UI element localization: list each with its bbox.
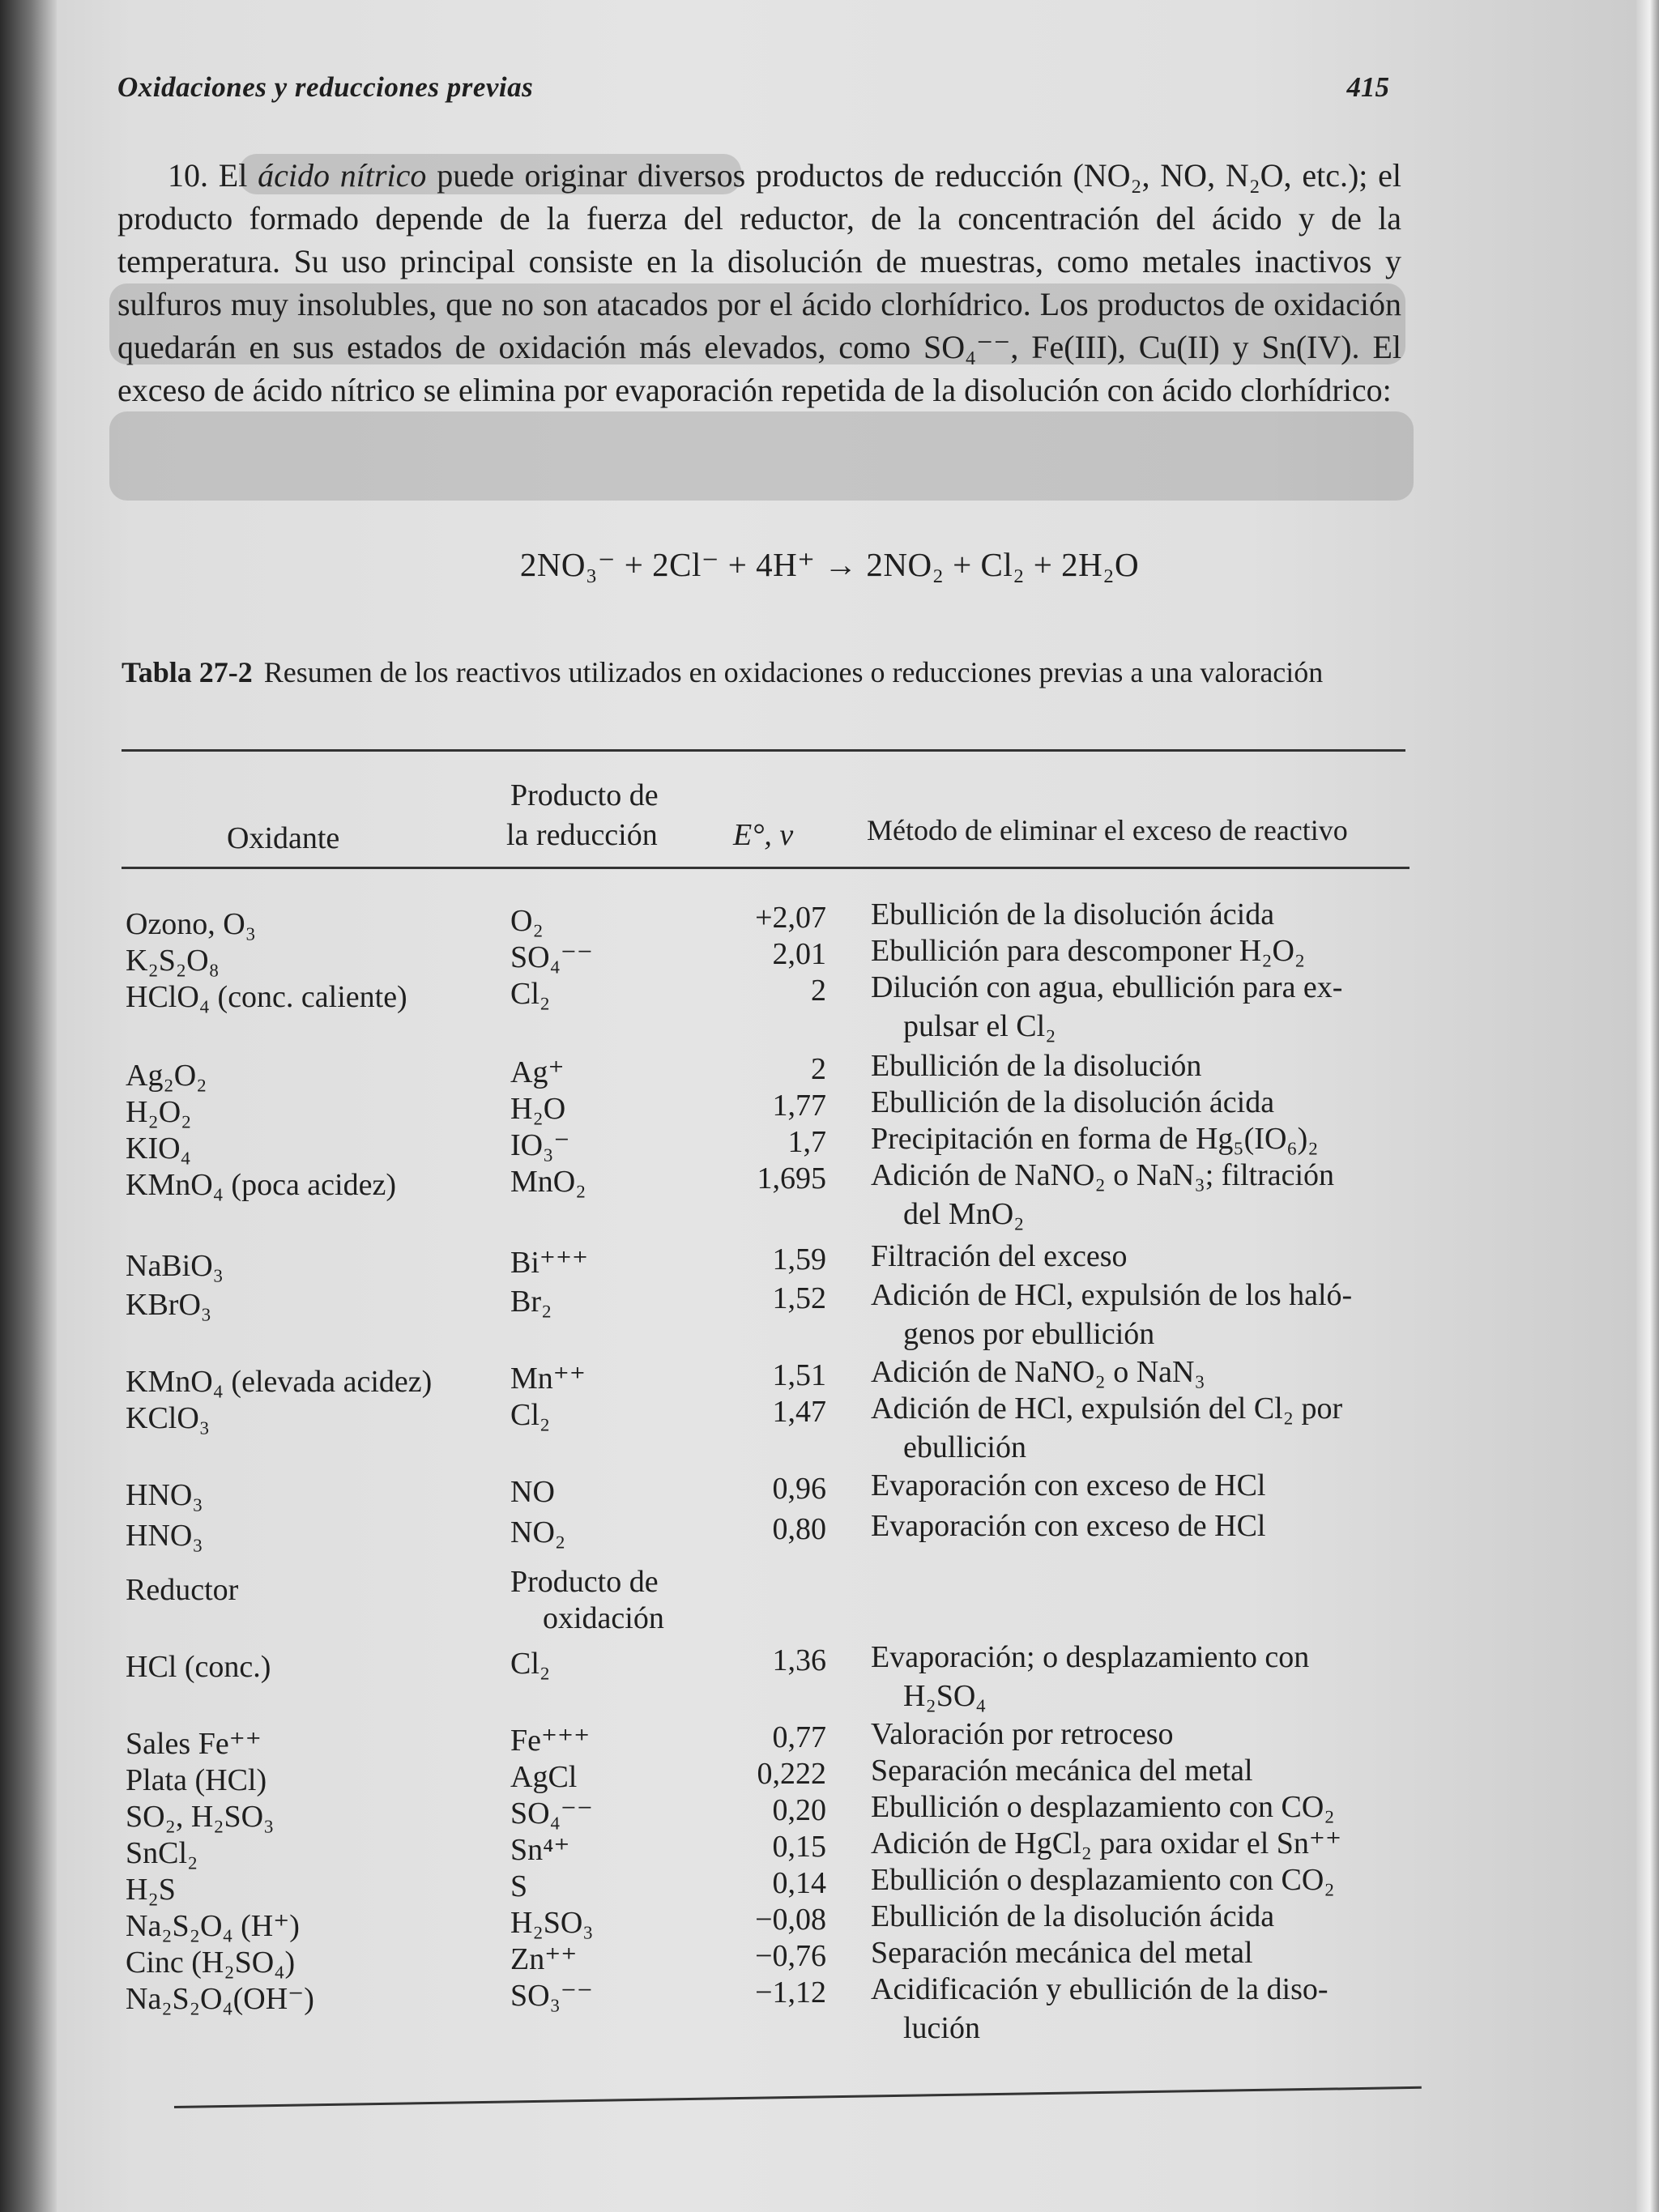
oxidant-row-product: Br₂ (510, 1285, 552, 1319)
oxidant-row-method-continuation: genos por ebullición (903, 1317, 1155, 1351)
oxidant-row-reagent: Ag₂O₂ (126, 1059, 207, 1093)
oxidant-row-method: Evaporación con exceso de HCl (871, 1468, 1266, 1502)
oxidant-row-product: NO₂ (510, 1515, 566, 1549)
oxidant-row-product: MnO₂ (510, 1165, 586, 1199)
reductor-row-reagent: SO₂, H₂SO₃ (126, 1800, 275, 1834)
reductor-row-reagent: HCl (conc.) (126, 1650, 271, 1684)
oxidant-row-potential: 1,59 (772, 1242, 826, 1276)
oxidant-row-reagent: KBrO₃ (126, 1288, 212, 1322)
oxidant-row-reagent: KIO₄ (126, 1132, 191, 1166)
table-top-rule (122, 749, 1405, 752)
paragraph-10 (117, 154, 1401, 411)
reductor-row-method: Ebullición de la disolución ácida (871, 1899, 1275, 1933)
reductor-row-potential: 1,36 (772, 1643, 826, 1677)
reductor-row-product: Cl₂ (510, 1647, 551, 1681)
oxidant-row-method: Filtración del exceso (871, 1239, 1128, 1273)
header-oxidant: Oxidante (227, 821, 340, 855)
oxidant-row-potential: 1,695 (757, 1161, 826, 1196)
oxidant-row-product: SO₄⁻⁻ (510, 940, 593, 974)
oxidant-row-potential: 0,96 (772, 1472, 826, 1506)
oxidant-row-method: Adición de NaNO₂ o NaN₃; filtración (871, 1158, 1335, 1192)
reductor-product-header-line1: Producto de (510, 1565, 659, 1599)
oxidant-row-product: Mn⁺⁺ (510, 1362, 586, 1396)
oxidant-row-potential: +2,07 (755, 901, 826, 935)
reductor-row-reagent: Na₂S₂O₄ (H⁺) (126, 1909, 300, 1943)
oxidant-row-potential: 2,01 (772, 937, 826, 971)
oxidant-row-reagent: KClO₃ (126, 1401, 211, 1435)
reductor-row-method: Adición de HgCl₂ para oxidar el Sn⁺⁺ (871, 1826, 1342, 1860)
oxidant-row-product: IO₃⁻ (510, 1128, 570, 1162)
reductor-row-method: Valoración por retroceso (871, 1717, 1174, 1751)
reductor-row-method: Separación mecánica del metal (871, 1936, 1253, 1970)
reductor-row-potential: 0,14 (772, 1866, 826, 1900)
oxidant-row-potential: 2 (811, 974, 826, 1008)
table-caption (122, 652, 1405, 693)
reductor-row-product: SO₃⁻⁻ (510, 1979, 593, 2013)
highlighter-mark (109, 411, 1414, 501)
oxidant-row-product: Bi⁺⁺⁺ (510, 1246, 589, 1280)
oxidant-row-method: Adición de HCl, expulsión de los haló- (871, 1278, 1353, 1312)
oxidant-row-method: Dilución con agua, ebullición para ex- (871, 970, 1343, 1004)
oxidant-row-reagent: Ozono, O₃ (126, 907, 256, 941)
reductor-row-product: Zn⁺⁺ (510, 1942, 578, 1976)
oxidant-row-method-continuation: del MnO₂ (903, 1197, 1025, 1231)
reductor-row-product: AgCl (510, 1760, 578, 1794)
oxidant-row-method: Adición de HCl, expulsión del Cl₂ por (871, 1392, 1343, 1426)
oxidant-row-method: Precipitación en forma de Hg₅(IO₆)₂ (871, 1122, 1319, 1156)
oxidant-row-potential: 1,51 (772, 1358, 826, 1392)
oxidant-row-method-continuation: pulsar el Cl₂ (903, 1009, 1056, 1043)
reductor-row-potential: −0,08 (755, 1903, 826, 1937)
reductor-row-reagent: Na₂S₂O₄(OH⁻) (126, 1982, 314, 2016)
reductor-row-method-continuation: lución (903, 2011, 980, 2045)
oxidant-row-product: Cl₂ (510, 1398, 551, 1432)
page-edge (1636, 0, 1659, 2212)
chemical-equation: 2NO₃⁻ + 2Cl⁻ + 4H⁺ → 2NO₂ + Cl₂ + 2H₂O (519, 546, 1140, 583)
book-gutter-shadow (0, 0, 57, 2212)
paragraph-text-start: El (218, 157, 258, 194)
reductor-row-method: Evaporación; o desplazamiento con (871, 1640, 1310, 1674)
reductor-row-potential: 0,77 (772, 1720, 826, 1754)
oxidant-row-potential: 1,7 (787, 1125, 826, 1159)
reductor-row-potential: 0,20 (772, 1793, 826, 1827)
oxidant-row-reagent: KMnO₄ (poca acidez) (126, 1168, 396, 1202)
oxidant-row-potential: 2 (811, 1052, 826, 1086)
header-product-line1: Producto de (510, 778, 659, 812)
page-number: 415 (1346, 71, 1389, 103)
reductor-row-reagent: Plata (HCl) (126, 1763, 267, 1797)
oxidant-row-method: Ebullición de la disolución ácida (871, 897, 1275, 931)
reductor-row-product: S (510, 1869, 528, 1903)
reductor-row-method: Acidificación y ebullición de la diso- (871, 1972, 1328, 2006)
oxidant-row-method: Ebullición para descomponer H₂O₂ (871, 934, 1306, 968)
oxidant-row-method: Adición de NaNO₂ o NaN₃ (871, 1355, 1205, 1389)
oxidant-row-reagent: HNO₃ (126, 1519, 203, 1553)
reductor-row-potential: −0,76 (755, 1939, 826, 1973)
reductor-row-product: Sn⁴⁺ (510, 1833, 570, 1867)
oxidant-row-potential: 1,77 (772, 1089, 826, 1123)
oxidant-row-reagent: HClO₄ (conc. caliente) (126, 980, 407, 1014)
header-product-line2: la reducción (506, 818, 658, 852)
reductor-row-reagent: Sales Fe⁺⁺ (126, 1727, 262, 1761)
reductor-row-method: Ebullición o desplazamiento con CO₂ (871, 1863, 1335, 1897)
table-bottom-rule (174, 2086, 1422, 2108)
reductor-row-product: Fe⁺⁺⁺ (510, 1724, 591, 1758)
oxidant-row-product: O₂ (510, 904, 544, 938)
header-method: Método de eliminar el exceso de reactivo (867, 814, 1348, 846)
reductor-row-reagent: H₂S (126, 1873, 176, 1907)
table-header-rule (122, 867, 1410, 869)
header-potential: E°, v (733, 818, 794, 852)
oxidant-row-product: H₂O (510, 1092, 566, 1126)
reductor-header: Reductor (126, 1573, 239, 1607)
reductor-row-product: H₂SO₃ (510, 1906, 594, 1940)
table-label: Tabla 27-2 (122, 656, 253, 688)
reductor-row-method-continuation: H₂SO₄ (903, 1679, 987, 1713)
reductor-row-product: SO₄⁻⁻ (510, 1796, 593, 1831)
oxidant-row-product: Ag⁺ (510, 1055, 565, 1089)
reductor-row-potential: 0,15 (772, 1830, 826, 1864)
oxidant-row-reagent: HNO₃ (126, 1478, 203, 1512)
oxidant-row-product: NO (510, 1475, 555, 1509)
reductor-row-reagent: SnCl₂ (126, 1836, 198, 1870)
reductor-product-header-line2: oxidación (543, 1601, 664, 1635)
oxidant-row-potential: 1,52 (772, 1281, 826, 1315)
oxidant-row-potential: 0,80 (772, 1512, 826, 1546)
oxidant-row-potential: 1,47 (772, 1395, 826, 1429)
oxidant-row-reagent: H₂O₂ (126, 1095, 192, 1129)
reductor-row-potential: 0,222 (757, 1757, 826, 1791)
oxidant-row-method: Evaporación con exceso de HCl (871, 1509, 1266, 1543)
reductor-row-potential: −1,12 (755, 1975, 826, 2010)
table-caption-text: Resumen de los reactivos utilizados en oxidaciones o reducciones previas a una valoración (263, 656, 1324, 688)
reductor-row-method: Separación mecánica del metal (871, 1754, 1253, 1788)
paragraph-text: puede originar diversos productos de reducción (NO₂, NO, N₂O, etc.); el producto formado depende de la fuerza del reductor, de la concentración del ácido y de la temperatura. Su uso principal consiste en la disolución de muestras, como metales inactivos y sulfuros muy insolubles, que no son atacados por el ácido clorhídrico. Los productos de oxidación quedarán en sus estados de oxidación más elevados, como SO₄⁻⁻, Fe(III), Cu(II) y Sn(IV). El exceso de ácido nítrico se elimina por evaporación repetida de la disolución con ácido clorhídrico: (117, 157, 1402, 408)
oxidant-row-reagent: NaBiO₃ (126, 1249, 224, 1283)
italic-term: ácido nítrico (258, 157, 427, 194)
reductor-row-method: Ebullición o desplazamiento con CO₂ (871, 1790, 1335, 1824)
oxidant-row-method: Ebullición de la disolución ácida (871, 1085, 1275, 1119)
oxidant-row-method: Ebullición de la disolución (871, 1049, 1202, 1083)
oxidant-row-method-continuation: ebullición (903, 1430, 1026, 1464)
reductor-row-reagent: Cinc (H₂SO₄) (126, 1946, 296, 1980)
running-head: Oxidaciones y reducciones previas (117, 71, 534, 103)
oxidant-row-product: Cl₂ (510, 977, 551, 1011)
paragraph-number: 10. (168, 157, 208, 194)
page-header (117, 71, 1389, 112)
oxidant-row-reagent: KMnO₄ (elevada acidez) (126, 1365, 433, 1399)
oxidant-row-reagent: K₂S₂O₈ (126, 944, 220, 978)
